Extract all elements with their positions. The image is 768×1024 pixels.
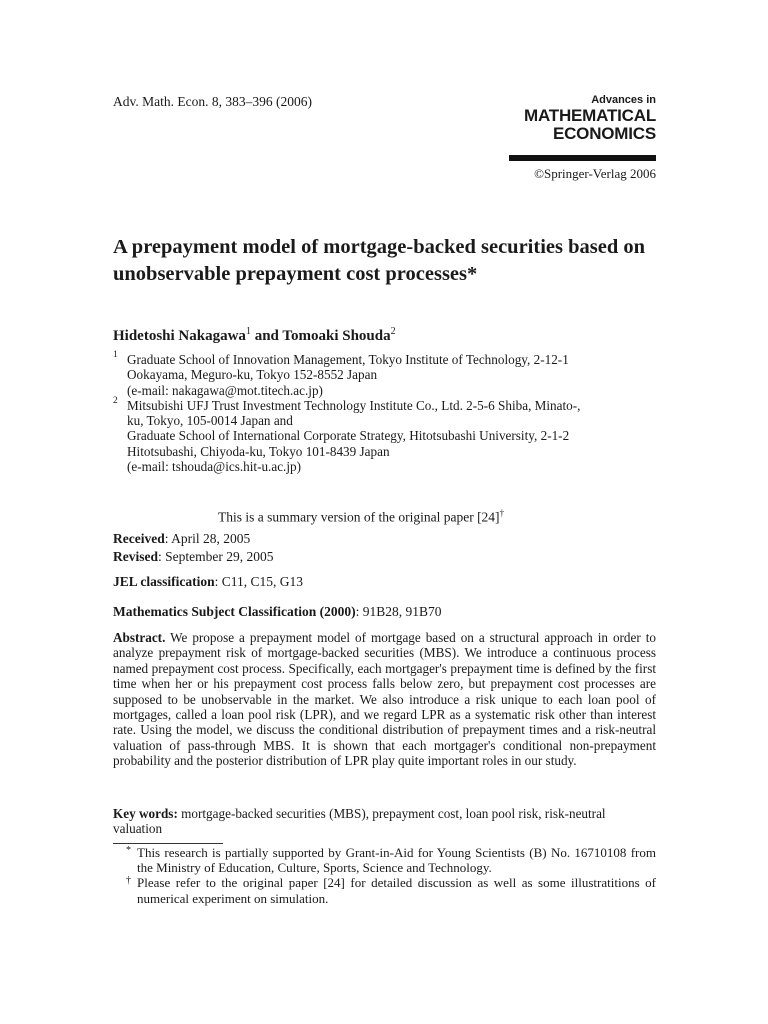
affiliation-email: (e-mail: tshouda@ics.hit-u.ac.jp) xyxy=(127,459,302,475)
dates xyxy=(113,530,273,566)
affiliation-line: Hitotsubashi, Chiyoda-ku, Tokyo 101-8439 Japan xyxy=(127,443,390,459)
abstract-label: Abstract. xyxy=(113,630,166,645)
abstract xyxy=(113,630,656,769)
journal-logo-line1: MATHEMATICAL xyxy=(524,106,656,125)
author-conjunction: and xyxy=(250,328,283,344)
affiliation-line: Ookayama, Meguro-ku, Tokyo 152-8552 Japan xyxy=(127,367,378,383)
affiliation-1 xyxy=(113,352,658,398)
affiliation-line: Graduate School of Innovation Management, Tokyo Institute of Technology, 2-12-1 xyxy=(127,352,569,367)
received-line xyxy=(113,530,273,548)
footnotes xyxy=(126,845,656,906)
summary-text: This is a summary version of the original paper [24] xyxy=(218,509,500,525)
author-2-mark: 2 xyxy=(390,326,396,337)
received-date: : April 28, 2005 xyxy=(164,531,251,546)
footnote-2-text: Please refer to the original paper [24] for detailed discussion as well as some illustratitions of numerical experiment on simulation. xyxy=(137,875,656,906)
keywords xyxy=(113,806,656,837)
revised-line xyxy=(113,548,273,566)
footnote-1 xyxy=(126,845,656,875)
affiliation-line: Mitsubishi UFJ Trust Investment Technology Institute Co., Ltd. 2-5-6 Shiba, Minato-, xyxy=(127,397,581,413)
jel-label: JEL classification xyxy=(113,574,215,589)
msc-label: Mathematics Subject Classification (2000) xyxy=(113,604,356,619)
affiliations xyxy=(113,352,658,474)
journal-logo-line2: ECONOMICS xyxy=(552,124,656,143)
footnote-2-mark: † xyxy=(126,875,131,887)
msc-classification xyxy=(113,604,441,620)
copyright: ©Springer-Verlag 2006 xyxy=(534,166,656,181)
author-1-mark: 1 xyxy=(245,326,251,337)
affiliation-line: ku, Tokyo, 105-0014 Japan and xyxy=(127,413,293,429)
revised-label: Revised xyxy=(113,549,158,564)
received-label: Received xyxy=(113,531,165,546)
abstract-text: We propose a prepayment model of mortgage based on a structural approach in order to analyze prepayment risk of mortgage-backed securities (MBS). We introduce a continuous process named prepayment cost process. Specifically, each mortgager's prepayment time is defined by the first time when her or his prepayment cost process falls below zero, but prepayment cost processes are supposed to be unobservable in the market. We also introduce a risk unique to each loan pool of mortgages, called a loan pool risk (LPR), and we regard LPR as a systematic risk other than interest rate. Using the model, we discuss the conditional distribution of prepayment times and a risk-neutral valuation of pass-through MBS. It is shown that each mortgager's conditional non-prepayment probability and the posterior distribution of LPR play quite important roles in our study. xyxy=(113,630,656,769)
authors xyxy=(113,326,396,345)
affiliation-2 xyxy=(113,395,658,475)
jel-classification xyxy=(113,574,303,590)
affiliation-1-mark: 1 xyxy=(113,350,118,360)
journal-rule xyxy=(509,155,656,161)
paper-title: A prepayment model of mortgage-backed securities based on unobservable prepayment cost processes* xyxy=(113,236,646,285)
keywords-label: Key words: xyxy=(113,806,178,821)
author-1: Hidetoshi Nakagawa xyxy=(113,328,246,344)
revised-date: : September 29, 2005 xyxy=(158,549,274,564)
footnote-1-mark: * xyxy=(126,845,131,856)
footnote-2 xyxy=(126,875,656,905)
affiliation-2-mark: 2 xyxy=(113,395,118,406)
keywords-text: mortgage-backed securities (MBS), prepayment cost, loan pool risk, risk-neutral valuation xyxy=(113,806,606,837)
jel-codes: : C11, C15, G13 xyxy=(214,574,304,589)
affiliation-line: Graduate School of International Corporate Strategy, Hitotsubashi University, 2-1-2 xyxy=(127,428,570,444)
journal-logo-small: Advances in xyxy=(591,94,656,106)
author-2: Tomoaki Shouda xyxy=(282,328,391,344)
summary-mark: † xyxy=(499,508,505,518)
footnote-1-text: This research is partially supported by Grant-in-Aid for Young Scientists (B) No. 16710108 from the Ministry of Education, Culture, Sports, Science and Technology. xyxy=(137,845,656,876)
affiliation-email: (e-mail: nakagawa@mot.titech.ac.jp) xyxy=(127,382,323,398)
journal-citation: Adv. Math. Econ. 8, 383–396 (2006) xyxy=(113,94,312,109)
journal-logo xyxy=(524,93,656,143)
msc-codes: : 91B28, 91B70 xyxy=(355,604,442,619)
summary-note xyxy=(218,508,504,526)
